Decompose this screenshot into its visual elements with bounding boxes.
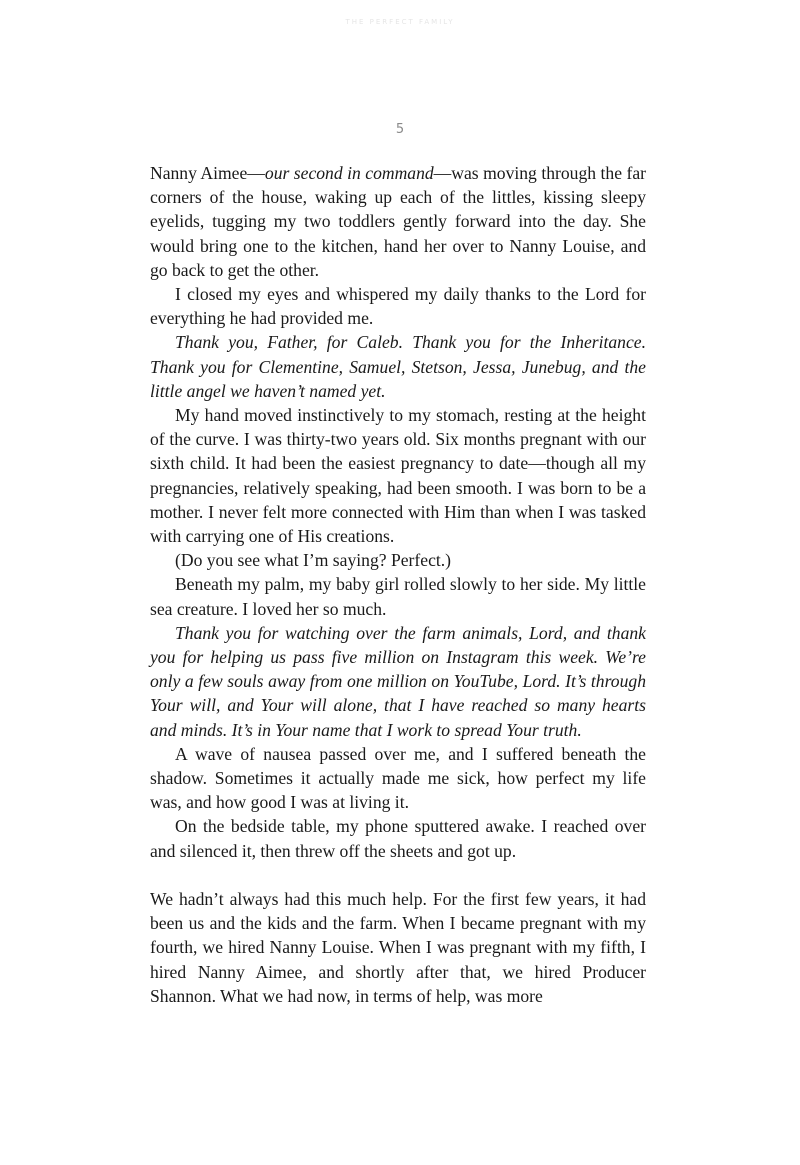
- text-span: A wave of nausea passed over me, and I suffered beneath the shadow. Sometimes it actually made me sick, how perfect my life was, and how good I was at living it.: [150, 743, 646, 813]
- text-span: I closed my eyes and whispered my daily thanks to the Lord for everything he had provided me.: [150, 284, 646, 329]
- paragraph-1: [150, 161, 646, 282]
- paragraph-9: [150, 814, 646, 862]
- page-number: 5: [395, 122, 405, 137]
- paragraph-7-prayer: [150, 621, 646, 742]
- paragraph-8: [150, 742, 646, 815]
- text-span: We hadn’t always had this much help. For the first few years, it had been us and the kids and the farm. When I became pregnant with my fourth, we hired Nanny Louise. When I was pregnant with my fifth, I hired Nanny Aimee, and shortly after that, we hired Producer Shannon. What we had now, in terms of help, was more: [150, 888, 646, 1006]
- paragraph-2: [150, 282, 646, 330]
- italic-span: our second in command: [264, 163, 434, 183]
- paragraph-4: [150, 403, 646, 548]
- text-span: —was moving through the far corners of the house, waking up each of the littles, kissing sleepy eyelids, tugging my two toddlers gently forward into the day. She would bring one to the kitchen, hand her over to Nanny Louise, and go back to get the other.: [150, 163, 646, 280]
- text-span: Beneath my palm, my baby girl rolled slowly to her side. My little sea creature. I loved her so much.: [150, 574, 646, 619]
- text-span: Nanny Aimee—: [150, 163, 265, 183]
- italic-span: Thank you for watching over the farm animals, Lord, and thank you for helping us pass five million on Instagram this week. We’re only a few souls away from one million on YouTube, Lord. It’s through Your will, and Your will alone, that I have reached so many hearts and minds. It’s in Your name that I work to spread Your truth.: [150, 622, 646, 740]
- text-span: (Do you see what I’m saying? Perfect.): [175, 550, 452, 571]
- paragraph-6: [150, 572, 646, 620]
- text-span: On the bedside table, my phone sputtered awake. I reached over and silenced it, then threw off the sheets and got up.: [150, 816, 646, 861]
- running-head: THE PERFECT FAMILY: [345, 18, 455, 26]
- paragraph-5: [150, 548, 646, 572]
- paragraph-3-prayer: [150, 330, 646, 403]
- paragraph-10-section-start: [150, 887, 646, 1008]
- body-text: [150, 161, 646, 1008]
- italic-span: Thank you, Father, for Caleb. Thank you for the Inheritance. Thank you for Clementine, Samuel, Stetson, Jessa, Junebug, and the little angel we haven’t named yet.: [150, 332, 646, 401]
- text-span: My hand moved instinctively to my stomach, resting at the height of the curve. I was thirty-two years old. Six months pregnant with our sixth child. It had been the easiest pregnancy to date—though all my pregnancies, relatively speaking, had been smooth. I was born to be a mother. I never felt more connected with Him than when I was tasked with carrying one of His creations.: [150, 405, 646, 547]
